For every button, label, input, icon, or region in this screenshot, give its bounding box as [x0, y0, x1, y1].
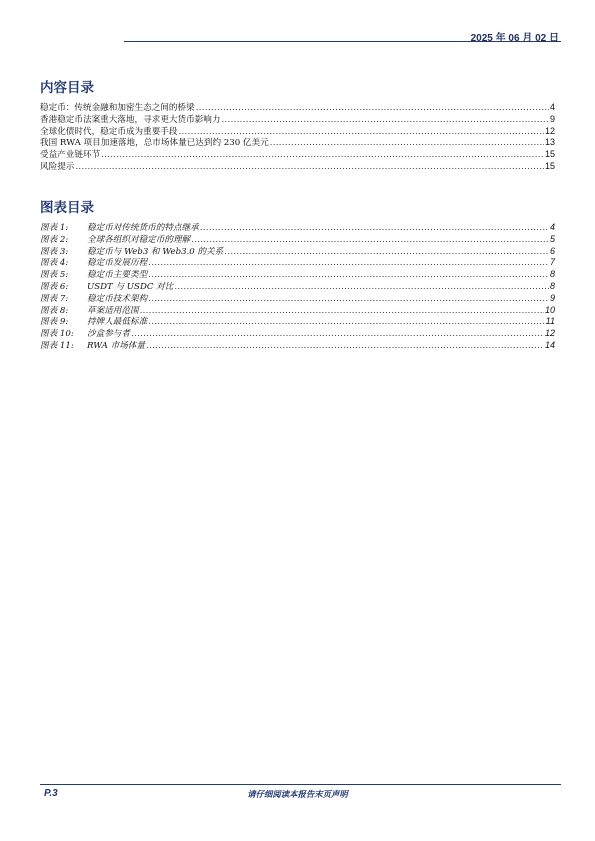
figure-item[interactable]: 图表 5: 稳定币主要类型 ..... 8 — [40, 269, 555, 281]
figure-item[interactable]: 图表 11: RWA 市场体量 ..... 14 — [40, 340, 555, 352]
figures-title: 图表目录 — [40, 200, 94, 216]
figure-item[interactable]: 图表 4: 稳定币发展历程 ..... 7 — [40, 257, 555, 269]
report-date: 2025 年 06 月 02 日 — [470, 33, 559, 44]
figure-item[interactable]: 图表 6: USDT 与 USDC 对比 ..... 8 — [40, 281, 555, 293]
figure-item[interactable]: 图表 3: 稳定币与 Web3 和 Web3.0 的关系 ..... 6 — [40, 246, 555, 258]
figure-item[interactable]: 图表 1: 稳定币对传统货币的特点继承 ..... 4 — [40, 222, 555, 234]
figure-item[interactable]: 图表 8: 草案适用范围 ..... 10 — [40, 305, 555, 317]
contents-title: 内容目录 — [40, 80, 94, 96]
header-rule — [124, 41, 561, 42]
figure-item[interactable]: 图表 10: 沙盒参与者 ..... 12 — [40, 328, 555, 340]
figure-item[interactable]: 图表 9: 持牌人最低标准 ..... 11 — [40, 316, 555, 328]
contents-list — [40, 102, 555, 173]
contents-item[interactable]: 风险提示 ..... 15 — [40, 161, 555, 173]
contents-item[interactable]: 稳定币：传统金融和加密生态之间的桥梁 ..... 4 — [40, 102, 555, 114]
footer-rule — [40, 784, 561, 785]
footer-disclaimer: 请仔细阅读本报告末页声明 — [247, 789, 348, 799]
contents-item[interactable]: 香港稳定币法案重大落地，寻求更大货币影响力 ..... 9 — [40, 114, 555, 126]
figures-list — [40, 222, 555, 352]
contents-item[interactable]: 全球化债时代，稳定币成为重要手段 ..... 12 — [40, 126, 555, 138]
contents-item[interactable]: 受益产业链环节 ..... 15 — [40, 149, 555, 161]
contents-item[interactable]: 我国 RWA 项目加速落地，总市场体量已达到约 230 亿美元 ..... 13 — [40, 137, 555, 149]
page-number: P.3 — [44, 788, 58, 799]
figure-item[interactable]: 图表 7: 稳定币技术架构 ..... 9 — [40, 293, 555, 305]
figure-item[interactable]: 图表 2: 全球各组织对稳定币的理解 ..... 5 — [40, 234, 555, 246]
